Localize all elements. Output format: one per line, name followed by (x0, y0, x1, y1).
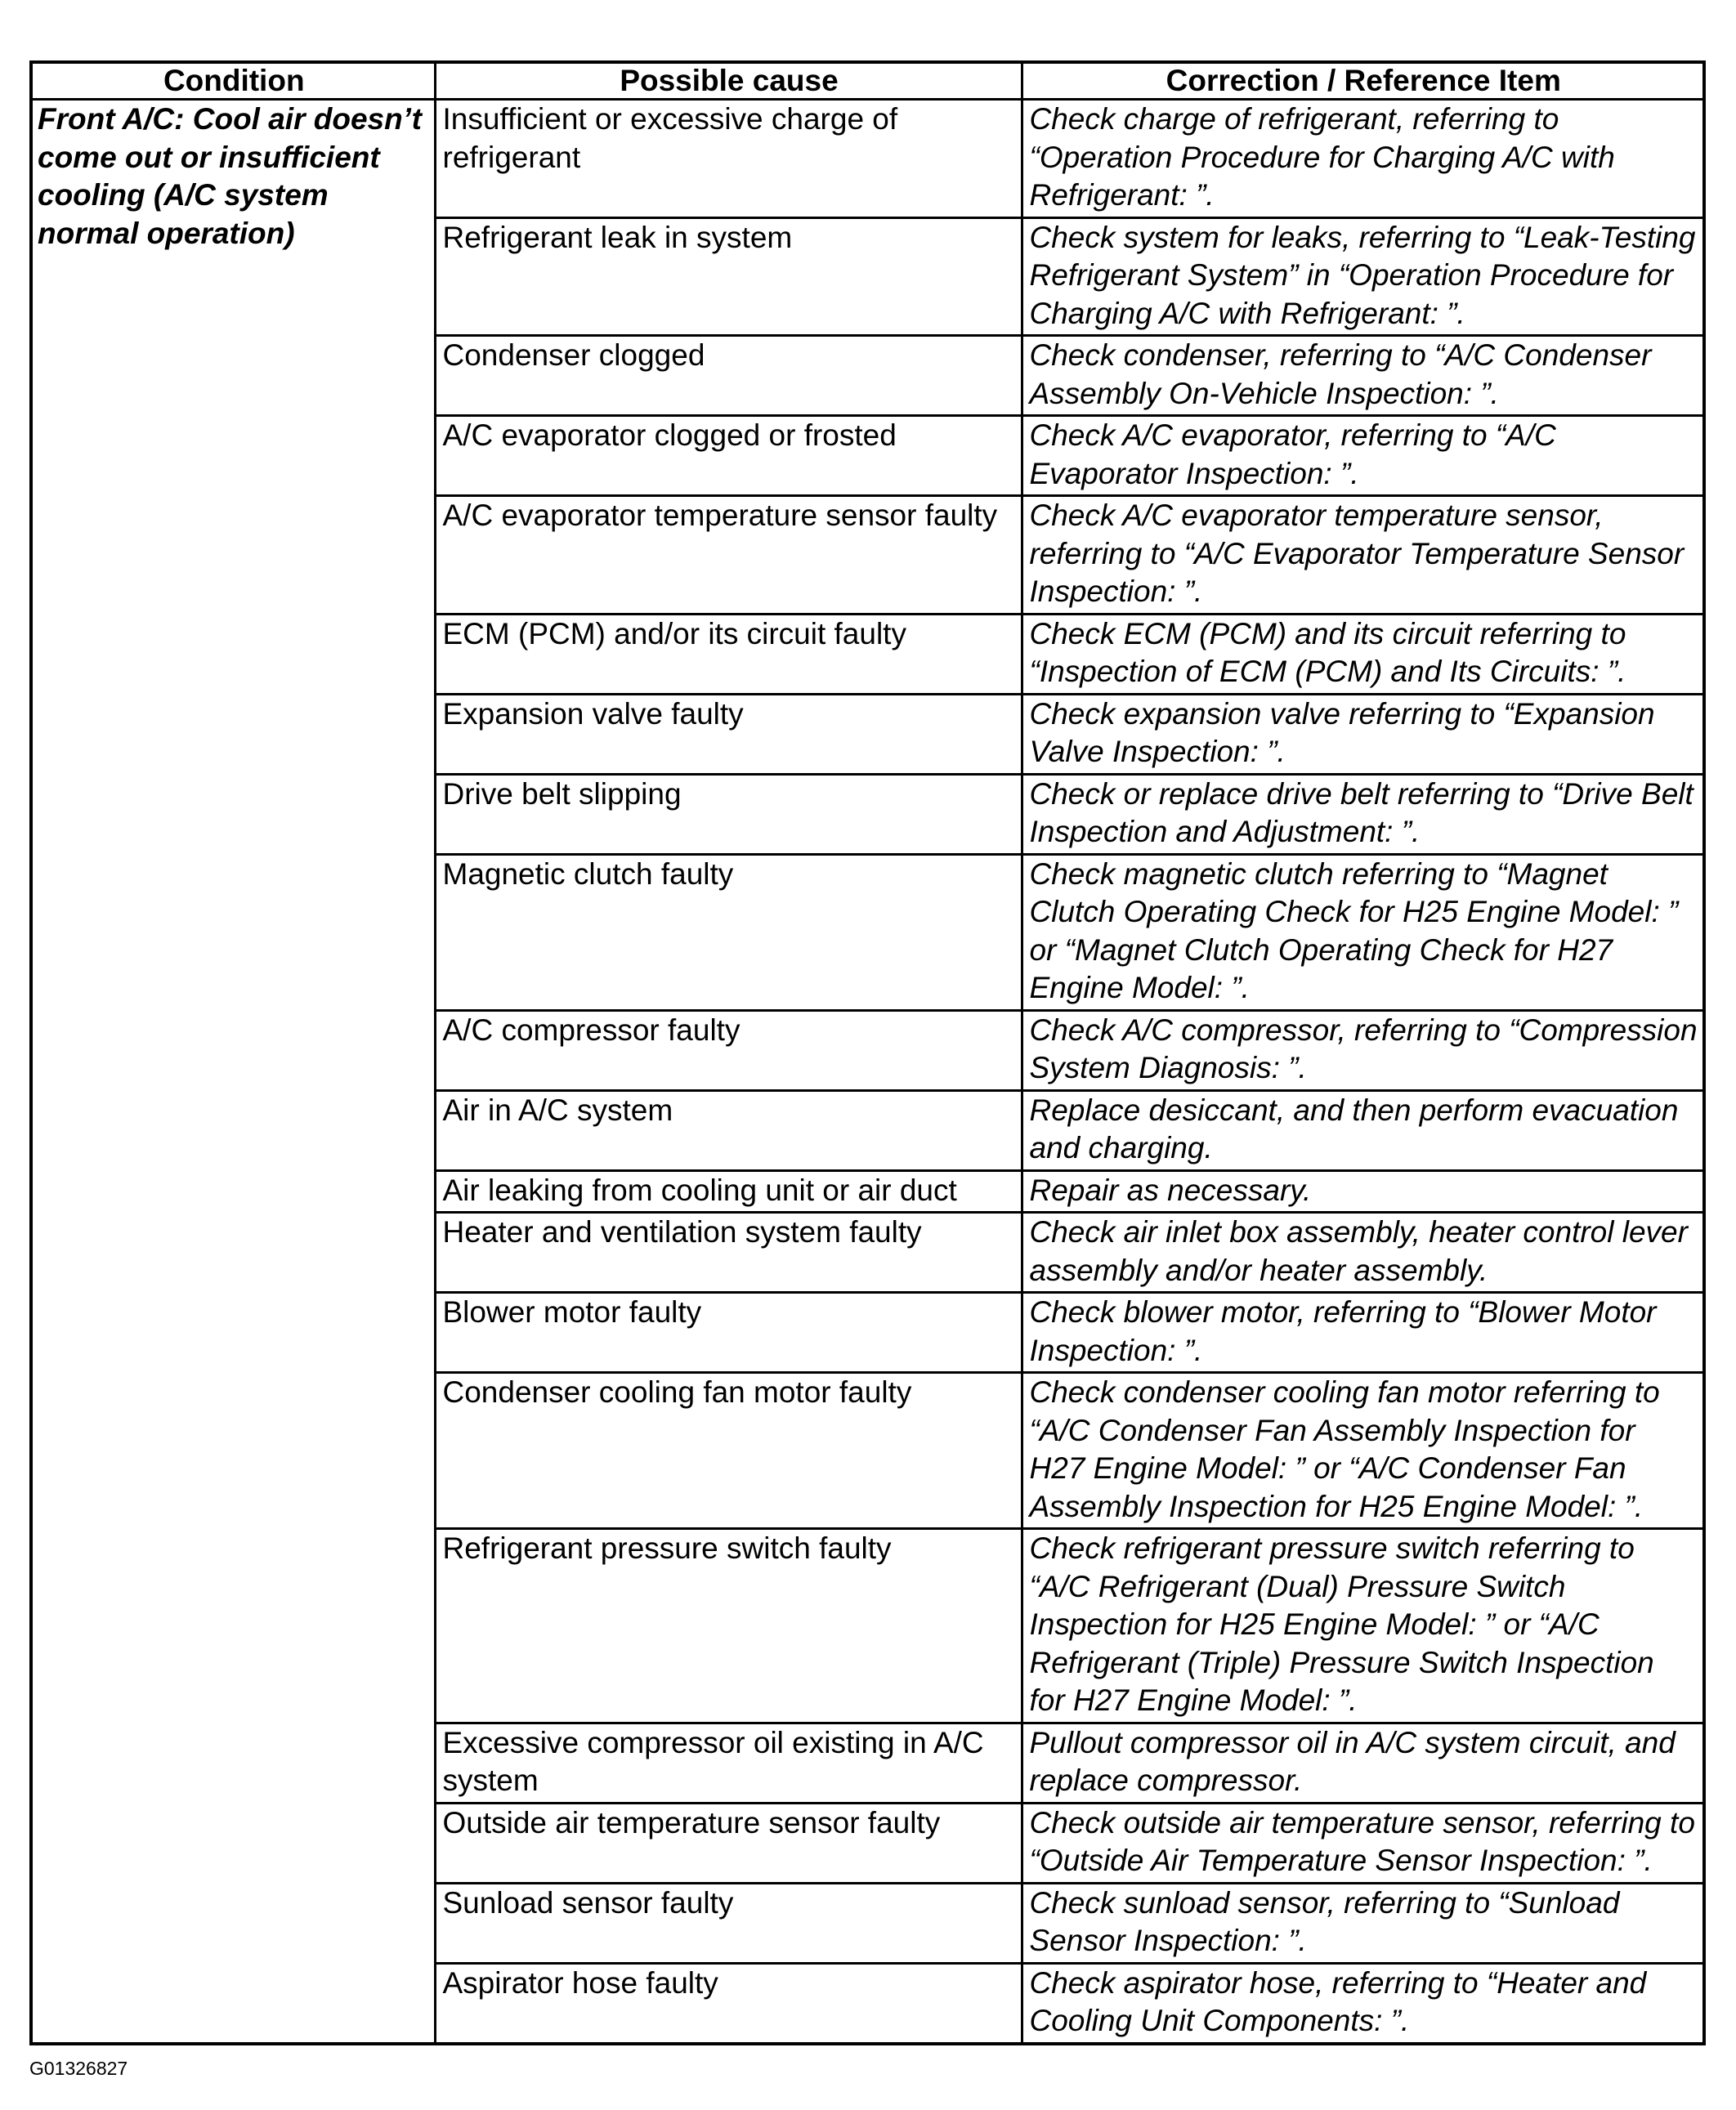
correction-cell: Check aspirator hose, referring to “Heater and Cooling Unit Components: ”. (1022, 1963, 1704, 2044)
correction-cell: Check magnetic clutch referring to “Magnet Clutch Operating Check for H25 Engine Model: ” or “Magnet Clutch Operating Check for H27 Engine Model: ”. (1022, 854, 1704, 1010)
correction-cell: Check A/C evaporator, referring to “A/C Evaporator Inspection: ”. (1022, 416, 1704, 496)
header-correction: Correction / Reference Item (1022, 62, 1704, 100)
cause-cell: Condenser clogged (435, 336, 1022, 416)
correction-cell: Check A/C evaporator temperature sensor, referring to “A/C Evaporator Temperature Sensor Inspection: ”. (1022, 496, 1704, 615)
cause-cell: Outside air temperature sensor faulty (435, 1803, 1022, 1883)
header-possible-cause: Possible cause (435, 62, 1022, 100)
figure-id: G01326827 (29, 2058, 128, 2079)
correction-cell: Check air inlet box assembly, heater control lever assembly and/or heater assembly. (1022, 1213, 1704, 1293)
diagnosis-table (29, 60, 1706, 2045)
correction-cell: Check condenser, referring to “A/C Condenser Assembly On-Vehicle Inspection: ”. (1022, 336, 1704, 416)
correction-cell: Check A/C compressor, referring to “Compression System Diagnosis: ”. (1022, 1010, 1704, 1090)
header-row (31, 62, 1704, 100)
table-body (31, 100, 1704, 2044)
cause-cell: A/C evaporator clogged or frosted (435, 416, 1022, 496)
cause-cell: Magnetic clutch faulty (435, 854, 1022, 1010)
cause-cell: Sunload sensor faulty (435, 1883, 1022, 1963)
correction-cell: Pullout compressor oil in A/C system circuit, and replace compressor. (1022, 1723, 1704, 1803)
cause-cell: A/C compressor faulty (435, 1010, 1022, 1090)
cause-cell: Refrigerant pressure switch faulty (435, 1529, 1022, 1723)
correction-cell: Check expansion valve referring to “Expansion Valve Inspection: ”. (1022, 694, 1704, 774)
cause-cell: Insufficient or excessive charge of refrigerant (435, 100, 1022, 218)
correction-cell: Replace desiccant, and then perform evacuation and charging. (1022, 1090, 1704, 1170)
correction-cell: Check refrigerant pressure switch referring to “A/C Refrigerant (Dual) Pressure Switch Inspection for H25 Engine Model: ” or “A/C Refrigerant (Triple) Pressure Switch Inspection for H27 Engine Model: ”. (1022, 1529, 1704, 1723)
correction-cell: Check or replace drive belt referring to “Drive Belt Inspection and Adjustment: ”. (1022, 774, 1704, 854)
correction-cell: Check condenser cooling fan motor referring to “A/C Condenser Fan Assembly Inspection for H27 Engine Model: ” or “A/C Condenser Fan Assembly Inspection for H25 Engine Model: ”. (1022, 1373, 1704, 1529)
diagnosis-table-container (29, 60, 1702, 2045)
cause-cell: Excessive compressor oil existing in A/C system (435, 1723, 1022, 1803)
cause-cell: Condenser cooling fan motor faulty (435, 1373, 1022, 1529)
table-row (31, 100, 1704, 218)
header-condition: Condition (31, 62, 435, 100)
cause-cell: Air leaking from cooling unit or air duct (435, 1170, 1022, 1213)
cause-cell: Blower motor faulty (435, 1293, 1022, 1373)
correction-cell: Repair as necessary. (1022, 1170, 1704, 1213)
cause-cell: Heater and ventilation system faulty (435, 1213, 1022, 1293)
correction-cell: Check blower motor, referring to “Blower Motor Inspection: ”. (1022, 1293, 1704, 1373)
cause-cell: Aspirator hose faulty (435, 1963, 1022, 2044)
correction-cell: Check charge of refrigerant, referring to “Operation Procedure for Charging A/C with Refrigerant: ”. (1022, 100, 1704, 218)
cause-cell: Refrigerant leak in system (435, 217, 1022, 336)
correction-cell: Check sunload sensor, referring to “Sunload Sensor Inspection: ”. (1022, 1883, 1704, 1963)
cause-cell: Expansion valve faulty (435, 694, 1022, 774)
correction-cell: Check system for leaks, referring to “Leak-Testing Refrigerant System” in “Operation Procedure for Charging A/C with Refrigerant: ”. (1022, 217, 1704, 336)
cause-cell: ECM (PCM) and/or its circuit faulty (435, 614, 1022, 694)
cause-cell: A/C evaporator temperature sensor faulty (435, 496, 1022, 615)
cause-cell: Drive belt slipping (435, 774, 1022, 854)
correction-cell: Check ECM (PCM) and its circuit referring to “Inspection of ECM (PCM) and Its Circuits: ”. (1022, 614, 1704, 694)
condition-cell: Front A/C: Cool air doesn’t come out or insufficient cooling (A/C system normal operation) (31, 100, 435, 2044)
cause-cell: Air in A/C system (435, 1090, 1022, 1170)
correction-cell: Check outside air temperature sensor, referring to “Outside Air Temperature Sensor Inspection: ”. (1022, 1803, 1704, 1883)
